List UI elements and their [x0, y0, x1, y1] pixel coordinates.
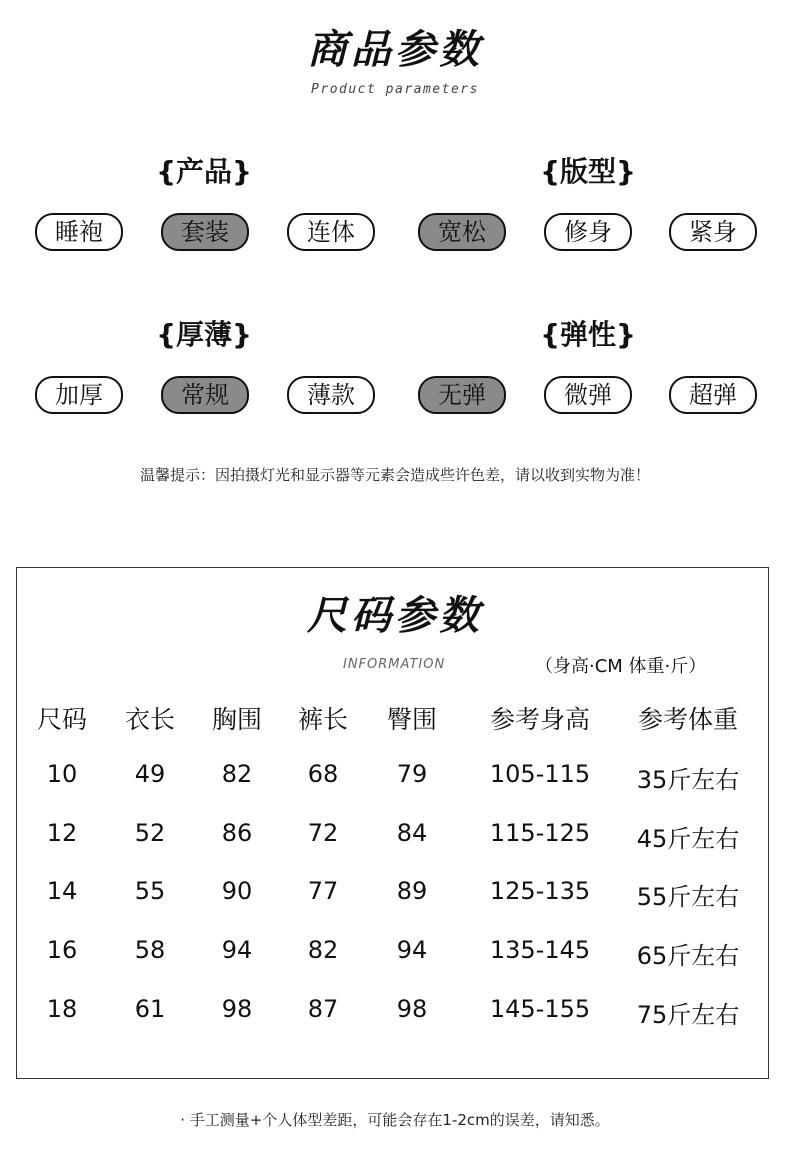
option-pill: 无弹	[418, 376, 506, 414]
column-header: 臀围	[386, 705, 437, 734]
option-pill: 套装	[161, 213, 249, 251]
table-cell: 86	[221, 819, 253, 847]
table-cell: 98	[221, 995, 253, 1023]
size-table-subtitle: INFORMATION	[343, 657, 446, 672]
table-cell: 82	[221, 760, 253, 788]
table-cell: 89	[396, 877, 428, 905]
table-cell: 87	[307, 995, 339, 1023]
table-cell: 98	[396, 995, 428, 1023]
units-note: （身高·CM 体重·斤）	[535, 656, 707, 677]
table-cell: 61	[134, 995, 166, 1023]
measurement-footnote: · 手工测量+个人体型差距，可能会存在1-2cm的误差，请知悉。	[180, 1111, 610, 1129]
table-cell: 82	[307, 936, 339, 964]
table-cell: 68	[307, 760, 339, 788]
option-pill: 连体	[287, 213, 375, 251]
table-cell: 115-125	[489, 819, 591, 847]
table-cell: 35斤左右	[636, 766, 740, 794]
table-cell: 58	[134, 936, 166, 964]
column-header: 裤长	[297, 705, 348, 734]
table-cell: 135-145	[489, 936, 591, 964]
table-cell: 18	[46, 995, 78, 1023]
table-cell: 145-155	[489, 995, 591, 1023]
option-pill: 紧身	[669, 213, 757, 251]
option-pill: 超弹	[669, 376, 757, 414]
table-cell: 79	[396, 760, 428, 788]
page-subtitle: Product parameters	[311, 82, 479, 97]
table-cell: 77	[307, 877, 339, 905]
column-header: 尺码	[36, 705, 87, 734]
size-table-title: 尺码参数	[307, 593, 483, 639]
group-heading-thickness: {厚薄}	[156, 318, 252, 351]
option-pill: 修身	[544, 213, 632, 251]
table-cell: 55	[134, 877, 166, 905]
table-cell: 65斤左右	[636, 942, 740, 970]
option-pill: 宽松	[418, 213, 506, 251]
table-cell: 45斤左右	[636, 825, 740, 853]
group-heading-elasticity: {弹性}	[540, 318, 636, 351]
table-cell: 94	[221, 936, 253, 964]
column-header: 胸围	[211, 705, 262, 734]
color-notice: 温馨提示：因拍摄灯光和显示器等元素会造成些许色差，请以收到实物为准！	[139, 466, 650, 484]
table-cell: 16	[46, 936, 78, 964]
option-pill: 睡袍	[35, 213, 123, 251]
table-cell: 12	[46, 819, 78, 847]
table-cell: 72	[307, 819, 339, 847]
table-cell: 90	[221, 877, 253, 905]
table-cell: 84	[396, 819, 428, 847]
option-pill: 常规	[161, 376, 249, 414]
option-pill: 微弹	[544, 376, 632, 414]
table-cell: 55斤左右	[636, 883, 740, 911]
column-header: 参考身高	[489, 705, 590, 734]
table-cell: 75斤左右	[636, 1001, 740, 1029]
table-cell: 10	[46, 760, 78, 788]
group-heading-product: {产品}	[156, 155, 252, 188]
table-cell: 125-135	[489, 877, 591, 905]
group-heading-fit: {版型}	[540, 155, 636, 188]
page-title: 商品参数	[307, 27, 483, 73]
option-pill: 加厚	[35, 376, 123, 414]
option-pill: 薄款	[287, 376, 375, 414]
table-cell: 52	[134, 819, 166, 847]
table-cell: 94	[396, 936, 428, 964]
column-header: 衣长	[124, 705, 175, 734]
column-header: 参考体重	[637, 705, 738, 734]
table-cell: 14	[46, 877, 78, 905]
table-cell: 105-115	[489, 760, 591, 788]
table-cell: 49	[134, 760, 166, 788]
